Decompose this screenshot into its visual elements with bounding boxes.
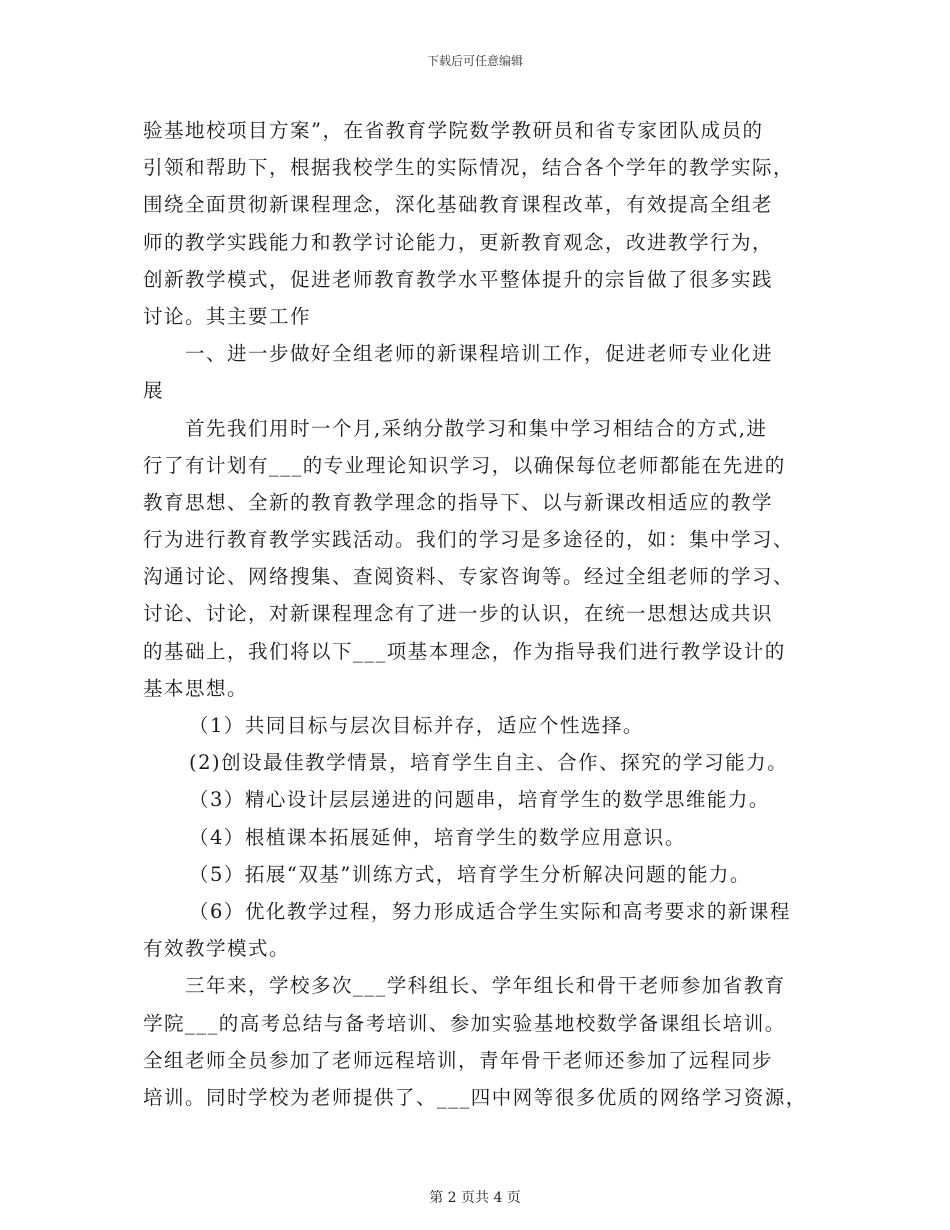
- body-line: 全组老师全员参加了老师远程培训，青年骨干老师还参加了远程同步: [143, 1048, 774, 1072]
- list-item-continued: 有效教学模式。: [143, 937, 291, 961]
- page-header-note: 下载后可任意编辑: [426, 54, 523, 68]
- body-line: 引领和帮助下，根据我校学生的实际情况，结合各个学年的教学实际，: [143, 156, 795, 180]
- list-item: （5）拓展“双基”训练方式，培育学生分析解决问题的能力。: [189, 862, 751, 886]
- list-item: （3）精心设计层层递进的问题串，培育学生的数学思维能力。: [189, 788, 770, 812]
- body-line: 围绕全面贯彻新课程理念，深化基础教育课程改革，有效提高全组老: [143, 193, 774, 217]
- body-line: 讨论、讨论，对新课程理念有了进一步的认识，在统一思想达成共识: [143, 602, 774, 626]
- body-line: 培训。同时学校为老师提供了、___四中网等很多优质的网络学习资源，: [143, 1085, 807, 1109]
- paragraph-start: 三年来，学校多次___学科组长、学年组长和骨干老师参加省教育: [185, 974, 786, 998]
- paragraph-start: 首先我们用时一个月,采纳分散学习和集中学习相结合的方式,进: [185, 416, 768, 440]
- list-item: （4）根植课本拓展延伸，培育学生的数学应用意识。: [189, 825, 686, 849]
- list-item: (2)创设最佳教学情景，培育学生自主、合作、探究的学习能力。: [189, 751, 789, 775]
- body-line: 沟通讨论、网络搜集、查阅资料、专家咨询等。经过全组老师的学习、: [143, 565, 795, 589]
- body-line: 学院___的高考总结与备考培训、参加实验基地校数学备课组长培训。: [143, 1011, 786, 1035]
- section-heading-continued: 展: [143, 379, 165, 403]
- body-line: 验基地校项目方案”，在省教育学院数学教研员和省专家团队成员的: [143, 119, 764, 142]
- body-line: 师的教学实践能力和教学讨论能力，更新教育观念，改进教学行为，: [143, 230, 774, 254]
- body-line: 讨论。其主要工作: [143, 304, 312, 328]
- body-line: 创新教学模式，促进老师教育教学水平整体提升的宗旨做了很多实践: [143, 267, 774, 291]
- list-item: （1）共同目标与层次目标并存，适应个性选择。: [189, 714, 644, 737]
- section-heading: 一、进一步做好全组老师的新课程培训工作，促进老师专业化进: [185, 342, 774, 366]
- body-line: 基本思想。: [143, 676, 249, 700]
- body-line: 教育思想、全新的教育教学理念的指导下、以与新课改相适应的教学: [143, 490, 774, 514]
- list-item: （6）优化教学过程，努力形成适合学生实际和高考要求的新课程: [189, 899, 791, 923]
- document-body: [143, 112, 813, 1116]
- page-number: 第 2 页共 4 页: [429, 1190, 521, 1206]
- body-line: 行了有计划有___的专业理论知识学习，以确保每位老师都能在先进的: [143, 453, 786, 477]
- body-line: 的基础上，我们将以下___项基本理念，作为指导我们进行教学设计的: [143, 639, 786, 663]
- body-line: 行为进行教育教学实践活动。我们的学习是多途径的，如：集中学习、: [143, 528, 795, 552]
